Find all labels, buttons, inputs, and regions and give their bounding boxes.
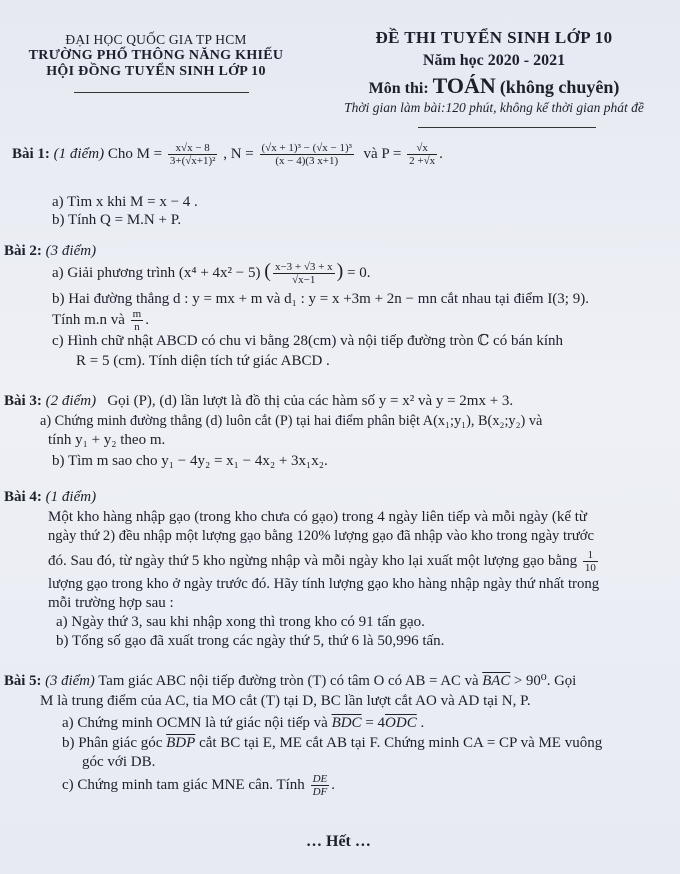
end-mark: … Hết … — [306, 833, 371, 850]
subject-line: Môn thi: TOÁN (không chuyên) — [368, 73, 620, 98]
bai5-l2: M là trung điểm của AC, tia MO cắt (T) tại D, BC lần lượt cắt AO và AD tại N, P. — [40, 693, 531, 709]
fraction-m: $\frac{x√x - 8}{\text{3+(√x+1)²}}$ — [169, 142, 216, 167]
bai4-p2: ngày thứ 2) đều nhập một lượng gạo bằng 120% lượng gạo đã nhập vào kho trong ngày trước — [48, 528, 595, 544]
bai5-c: c) Chứng minh tam giác MNE cân. Tính $\frac{DE}{DF}$ . — [62, 773, 335, 798]
bai5-b1: b) Phân giác góc $\overline{BDP}$ cắt BC tại E, ME cắt AB tại F. Chứng minh CA = CP và ME vuông — [62, 735, 603, 751]
bai4-p5: mỗi trường hợp sau : — [48, 595, 174, 611]
fraction-n: $\frac{\text{(√x + 1)³ − (√x − 1)³}}{(x - 4)(3 x+1)}$ — [261, 142, 352, 167]
bai2-b1: b) Hai đường thẳng d : y = mx + m và d₁ : y = x +3m + 2n − mn cắt nhau tại điểm I(3; 9). — [52, 291, 589, 307]
bai2-a: a) Giải phương trình (x⁴ + 4x² − 5) ( $\frac{x-3 + √3 + x}{√x-1}$ ) = 0. — [52, 259, 371, 286]
bai4-p3: đó. Sau đó, từ ngày thứ 5 kho ngừng nhập và mỗi ngày kho lại xuất một lượng gạo bằng $\frac{1}{10}$ — [48, 549, 596, 574]
bai4-b: b) Tổng số gạo đã xuất trong các ngày thứ 5, thứ 6 là 50,996 tấn. — [56, 633, 445, 649]
bai2-c2: R = 5 (cm). Tính diện tích tứ giác ABCD . — [76, 353, 330, 369]
bai3-b: b) Tìm m sao cho y₁ − 4y₂ = x₁ − 4x₂ + 3x₁x₂. — [52, 453, 328, 469]
council-name: HỘI ĐỒNG TUYỂN SINH LỚP 10 — [46, 64, 266, 79]
header-divider-right — [418, 127, 596, 128]
bai2-b2: Tính m.n và $\frac{m}{n}$ . — [52, 308, 149, 333]
header-divider-left — [74, 92, 249, 93]
bai4-heading: Bài 4: (1 điểm) — [4, 489, 97, 505]
bai3-a2: tính y₁ + y₂ theo m. — [48, 432, 166, 448]
fraction-p: $\frac{√x}{2 +√x}$ — [409, 142, 436, 167]
time-limit: Thời gian làm bài:120 phút, không kể thời gian phát đề — [344, 100, 644, 115]
bai5-a: a) Chứng minh OCMN là tứ giác nội tiếp và $\overline{BDC} = 4\overline{ODC}$ . — [62, 715, 425, 731]
bai5-l1: Bài 5: (3 điểm) Tam giác ABC nội tiếp đường tròn (T) có tâm O có AB = AC và $\overline{BAC} > 90^0$. Gọi — [4, 673, 577, 689]
subject-name: TOÁN — [432, 73, 496, 98]
bai4-a: a) Ngày thứ 3, sau khi nhập xong thì trong kho có 91 tấn gạo. — [56, 614, 425, 630]
exam-title-block — [308, 28, 680, 116]
exam-title: ĐỀ THI TUYỂN SINH LỚP 10 — [375, 28, 613, 47]
bai4-p4: lượng gạo trong kho ở ngày trước đó. Hãy tính lượng gạo kho hàng nhập ngày thứ nhất trong — [48, 576, 600, 592]
bai4-p1: Một kho hàng nhập gạo (trong kho chưa có gạo) trong 4 ngày liên tiếp và mỗi ngày (kể từ — [48, 509, 588, 525]
fraction-bai2a: $\frac{x-3 + √3 + x}{√x-1}$ — [274, 261, 333, 286]
bai1-b: b) Tính Q = M.N + P. — [52, 212, 182, 228]
bai2-c1: c) Hình chữ nhật ABCD có chu vi bằng 28(cm) và nội tiếp đường tròn ℂ có bán kính — [52, 333, 564, 349]
bai3-a1: a) Chứng minh đường thẳng (d) luôn cắt (P) tại hai điểm phân biệt A(x₁;y₁), B(x₂;y₂) và — [40, 413, 543, 429]
bai5-b2: góc với DB. — [82, 754, 156, 770]
university-name: ĐẠI HỌC QUỐC GIA TP HCM — [65, 32, 247, 47]
bai3-intro: Bài 3: (2 điểm) Gọi (P), (d) lần lượt là đồ thị của các hàm số y = x² và y = 2mx + 3. — [4, 393, 514, 409]
bai2-heading: Bài 2: (3 điểm) — [4, 243, 97, 259]
school-name: TRƯỜNG PHỔ THÔNG NĂNG KHIẾU — [28, 48, 284, 63]
issuer-block — [6, 32, 306, 80]
bai1-line: Bài 1: (1 điểm) Cho M = $\frac{x√x - 8}{\text{3+(√x+1)²}}$ , N = $\frac{\text{(√x + 1)³ − (√x − 1)³}}{(x - 4)(3 x+1)}$ và P = $\frac{√x}{2 +√x}$ . — [12, 142, 443, 167]
school-year: Năm học 2020 - 2021 — [422, 52, 566, 69]
bai1-a: a) Tìm x khi M = x − 4 . — [52, 194, 198, 210]
